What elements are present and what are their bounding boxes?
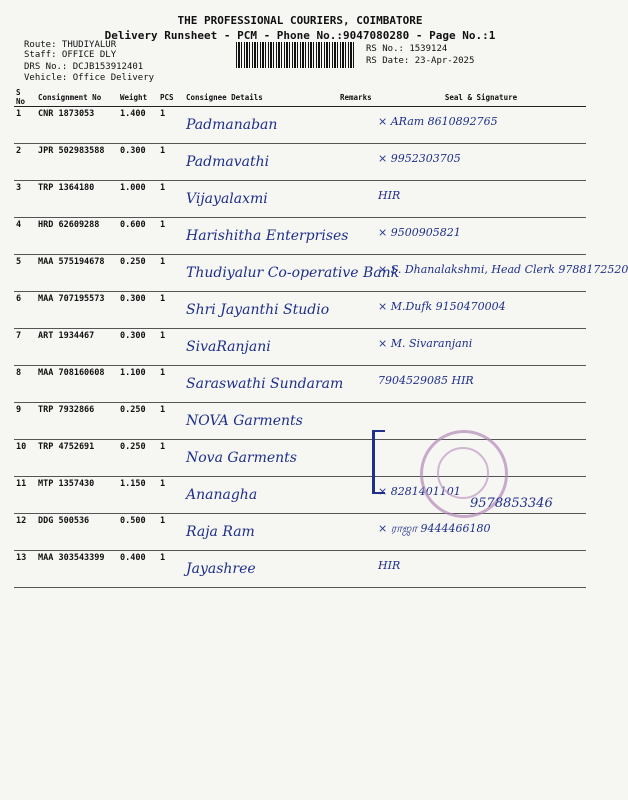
row-remarks (338, 107, 376, 144)
runsheet-table (14, 88, 628, 588)
col-consignee: Consignee Details (184, 88, 338, 107)
row-sno: 11 (14, 477, 36, 514)
barcode (236, 42, 356, 68)
row-pcs: 1 (158, 255, 184, 292)
row-consignee: Ananagha (184, 477, 338, 514)
row-sno: 5 (14, 255, 36, 292)
row-consignment-no: MTP 1357430 (36, 477, 118, 514)
row-weight: 0.500 (118, 514, 158, 551)
row-weight: 0.300 (118, 144, 158, 181)
row-consignee: Nova Garments (184, 440, 338, 477)
row-sno: 6 (14, 292, 36, 329)
table-header-row (14, 88, 586, 107)
row-consignment-no: CNR 1873053 (36, 107, 118, 144)
row-sno: 12 (14, 514, 36, 551)
row-remarks (338, 181, 376, 218)
rs-date: RS Date: 23-Apr-2025 (366, 56, 475, 66)
row-weight: 1.400 (118, 107, 158, 144)
row-signature: × 9952303705 (376, 144, 586, 181)
row-pcs: 1 (158, 403, 184, 440)
row-pcs: 1 (158, 366, 184, 403)
company-title: THE PROFESSIONAL COURIERS, COIMBATORE (177, 14, 423, 27)
row-pcs: 1 (158, 107, 184, 144)
row-consignee: Harishitha Enterprises (184, 218, 338, 255)
row-pcs: 1 (158, 514, 184, 551)
row-weight: 0.300 (118, 292, 158, 329)
table-row (14, 144, 586, 181)
col-signature: Seal & Signature (376, 88, 586, 107)
row-consignment-no: MAA 303543399 (36, 551, 118, 588)
row-consignment-no: TRP 7932866 (36, 403, 118, 440)
table-row (14, 107, 586, 144)
row-consignee: Saraswathi Sundaram (184, 366, 338, 403)
row-weight: 0.250 (118, 403, 158, 440)
row-weight: 1.150 (118, 477, 158, 514)
row-weight: 0.400 (118, 551, 158, 588)
vehicle: Vehicle: Office Delivery (24, 73, 155, 83)
row-remarks (338, 440, 376, 477)
row-weight: 0.250 (118, 255, 158, 292)
rs-number: RS No.: 1539124 (366, 44, 448, 54)
row-remarks (338, 366, 376, 403)
col-pcs: PCS (158, 88, 184, 107)
row-remarks (338, 477, 376, 514)
row-sno: 4 (14, 218, 36, 255)
row-signature: × M. Sivaranjani (376, 329, 586, 366)
row-consignment-no: MAA 708160608 (36, 366, 118, 403)
row-signature: × 9500905821 (376, 218, 586, 255)
route: Route: THUDIYALUR (24, 40, 117, 50)
seal-phone: 9578853346 (470, 496, 553, 511)
row-consignment-no: DDG 500536 (36, 514, 118, 551)
row-pcs: 1 (158, 181, 184, 218)
row-signature: × 8281401101 (376, 477, 586, 514)
row-signature: HIR (376, 181, 586, 218)
row-consignment-no: ART 1934467 (36, 329, 118, 366)
row-consignee: SivaRanjani (184, 329, 338, 366)
row-remarks (338, 144, 376, 181)
table-row (14, 514, 586, 551)
col-consignment: Consignment No (36, 88, 118, 107)
col-remarks: Remarks (338, 88, 376, 107)
row-pcs: 1 (158, 477, 184, 514)
row-consignee: Padmanaban (184, 107, 338, 144)
row-sno: 10 (14, 440, 36, 477)
row-remarks (338, 292, 376, 329)
drs-number: DRS No.: DCJB153912401 (24, 62, 144, 72)
row-sno: 3 (14, 181, 36, 218)
row-pcs: 1 (158, 144, 184, 181)
seal-inner-ring (437, 447, 489, 499)
col-weight: Weight (118, 88, 158, 107)
row-weight: 1.000 (118, 181, 158, 218)
row-weight: 0.600 (118, 218, 158, 255)
row-consignment-no: MAA 707195573 (36, 292, 118, 329)
row-pcs: 1 (158, 218, 184, 255)
row-remarks (338, 514, 376, 551)
row-remarks (338, 403, 376, 440)
row-consignment-no: TRP 1364180 (36, 181, 118, 218)
row-pcs: 1 (158, 551, 184, 588)
row-signature: × S. Dhanalakshmi, Head Clerk 9788172520 (376, 255, 586, 292)
runsheet-subtitle: Delivery Runsheet - PCM - Phone No.:9047080280 - Page No.:1 (104, 29, 496, 42)
row-remarks (338, 329, 376, 366)
table-row (14, 218, 586, 255)
row-remarks (338, 551, 376, 588)
row-sno: 8 (14, 366, 36, 403)
col-sno: S No (14, 88, 36, 107)
row-signature: × M.Dufk 9150470004 (376, 292, 586, 329)
table-row (14, 551, 586, 588)
row-consignee: Thudiyalur Co-operative Bank (184, 255, 338, 292)
row-consignment-no: JPR 502983588 (36, 144, 118, 181)
row-signature: 7904529085 HIR (376, 366, 586, 403)
table-row (14, 366, 586, 403)
row-signature: × ARam 8610892765 (376, 107, 586, 144)
row-consignee: Padmavathi (184, 144, 338, 181)
row-consignment-no: HRD 62609288 (36, 218, 118, 255)
table-row (14, 329, 586, 366)
row-sno: 7 (14, 329, 36, 366)
row-signature: HIR (376, 551, 586, 588)
row-consignment-no: MAA 575194678 (36, 255, 118, 292)
row-consignee: NOVA Garments (184, 403, 338, 440)
table-row (14, 181, 586, 218)
table-row (14, 255, 586, 292)
table-row (14, 403, 586, 440)
row-pcs: 1 (158, 292, 184, 329)
row-sno: 2 (14, 144, 36, 181)
row-consignee: Raja Ram (184, 514, 338, 551)
row-sno: 13 (14, 551, 36, 588)
row-weight: 0.250 (118, 440, 158, 477)
signature-bracket (372, 430, 385, 494)
staff: Staff: OFFICE DLY (24, 50, 117, 60)
row-consignment-no: TRP 4752691 (36, 440, 118, 477)
row-consignee: Vijayalaxmi (184, 181, 338, 218)
table-row (14, 292, 586, 329)
row-consignee: Jayashree (184, 551, 338, 588)
row-sno: 1 (14, 107, 36, 144)
row-consignee: Shri Jayanthi Studio (184, 292, 338, 329)
row-weight: 1.100 (118, 366, 158, 403)
row-pcs: 1 (158, 329, 184, 366)
row-pcs: 1 (158, 440, 184, 477)
row-weight: 0.300 (118, 329, 158, 366)
row-sno: 9 (14, 403, 36, 440)
row-signature: × ராஜா 9444466180 (376, 514, 586, 551)
